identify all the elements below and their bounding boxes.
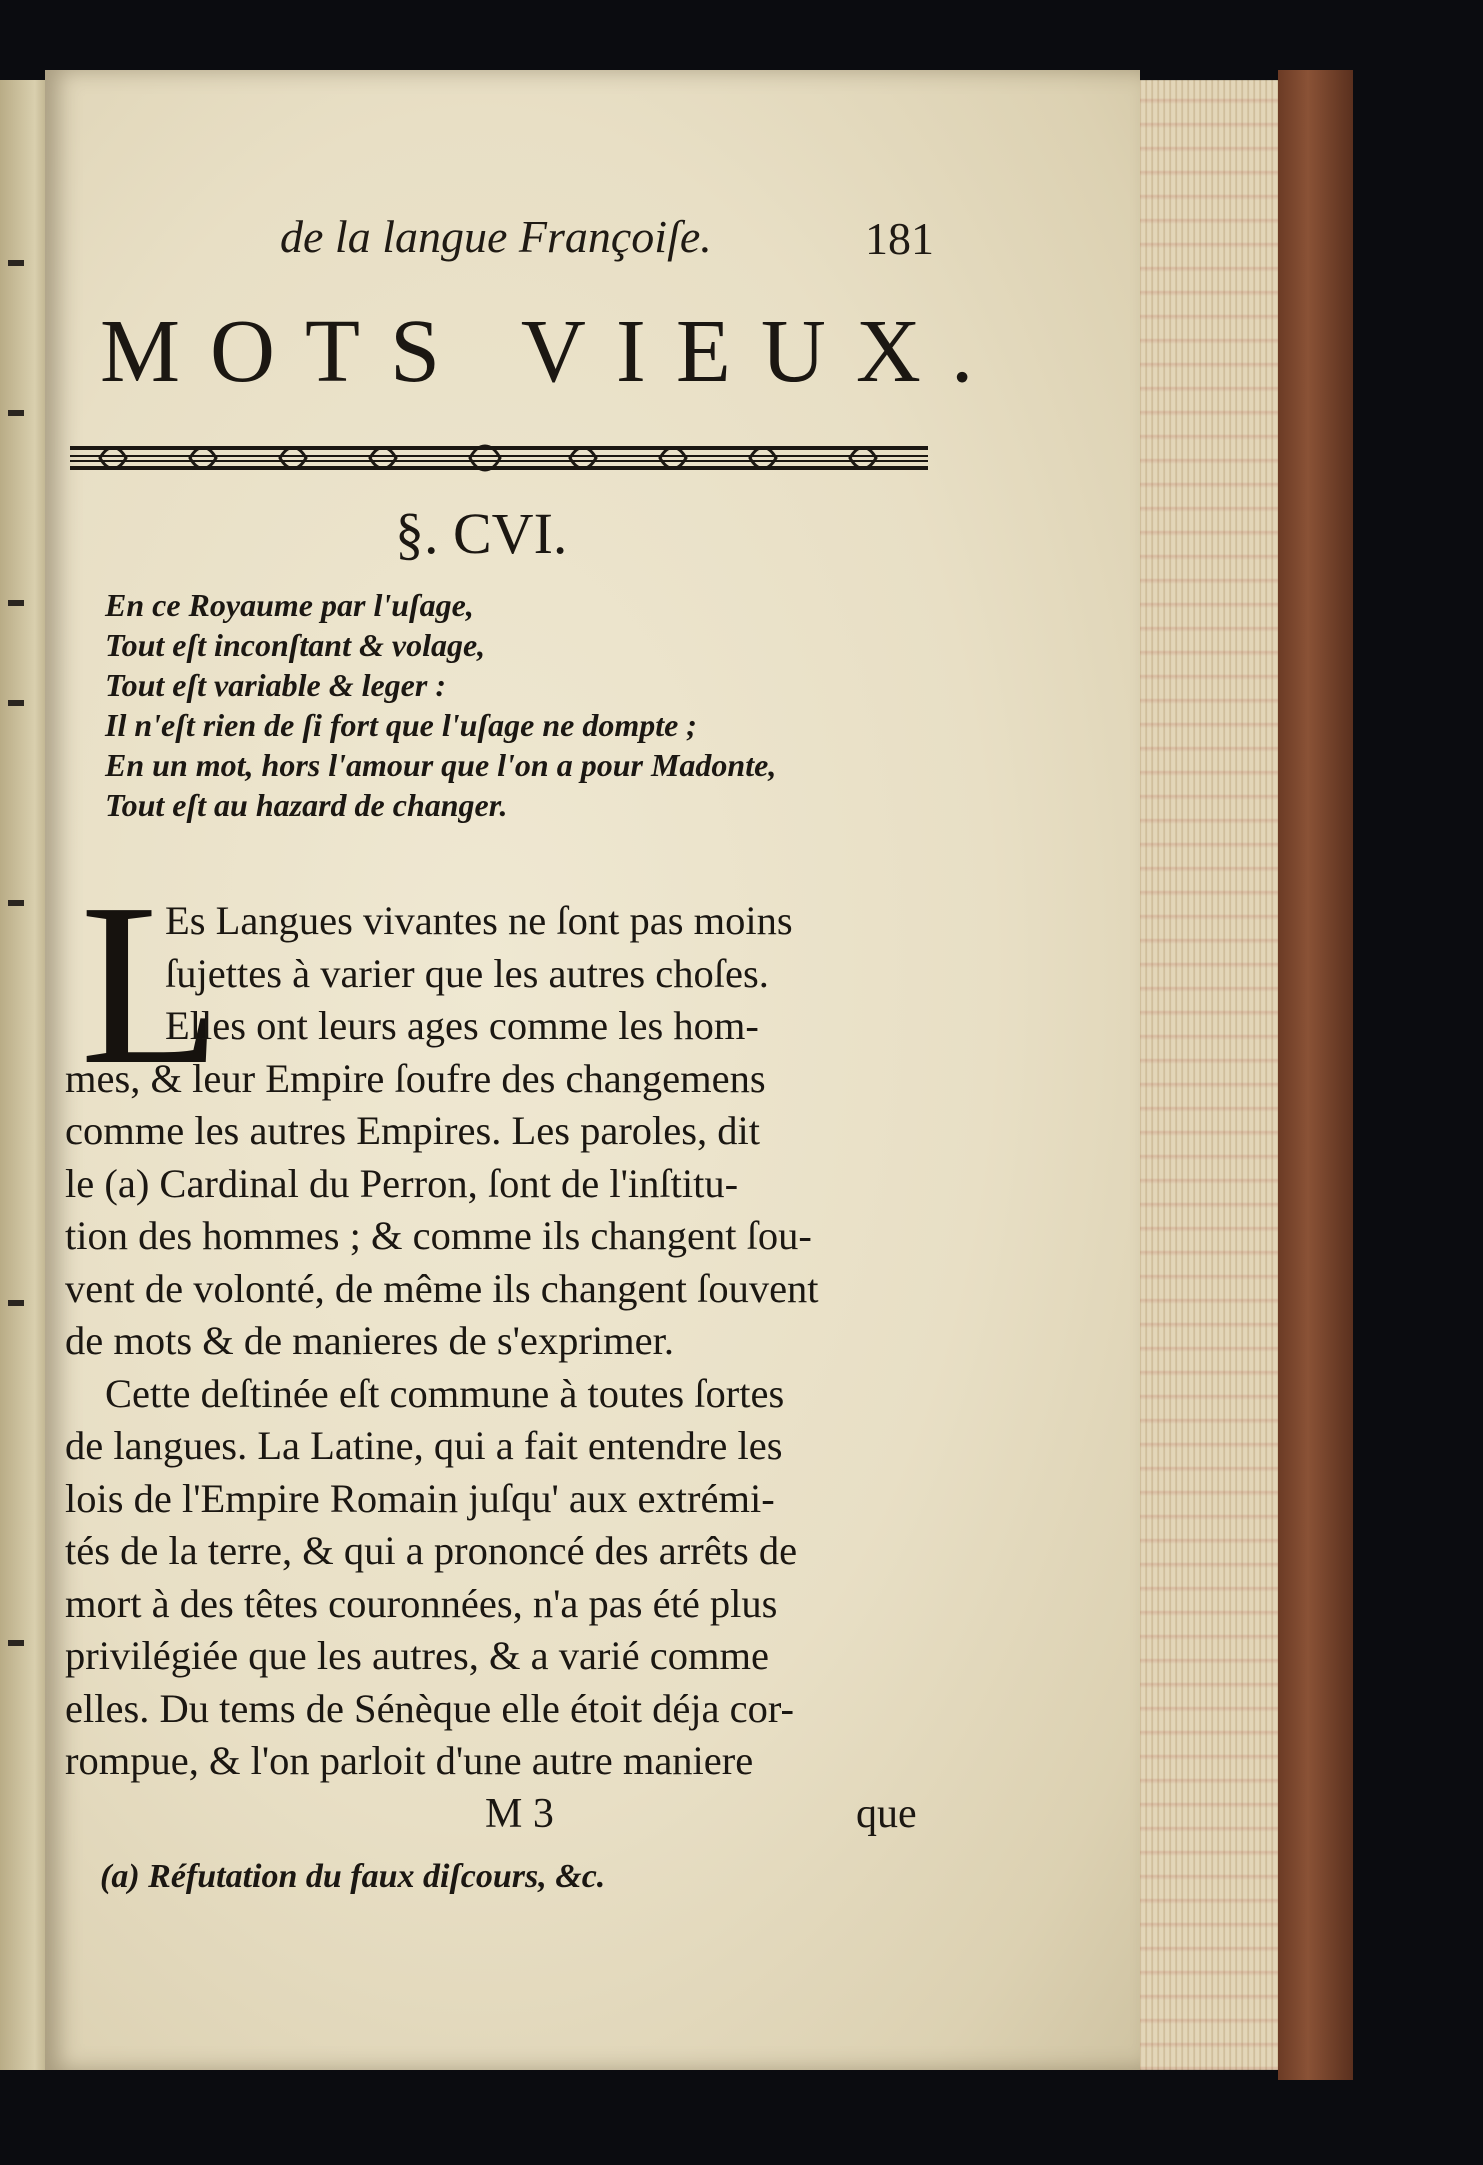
text-line: vent de volonté, de même ils changent ſouvent [65,1265,819,1311]
running-head: de la langue Françoiſe. [280,211,712,262]
leather-binding [1278,70,1353,2080]
text-line: de langues. La Latine, qui a fait entendre les [65,1423,783,1468]
text-line: mort à des têtes couronnées, n'a pas été plus [65,1580,778,1626]
verse-line: Tout eſt inconſtant & volage, [105,627,486,663]
signature-mark: M 3 [485,1791,554,1837]
verse-line: En un mot, hors l'amour que l'on a pour Madonte, [105,747,777,783]
catchword: que [856,1791,917,1837]
facing-page-glyph [8,600,24,606]
verse-line: Tout eſt variable & leger : [105,667,446,703]
verse-epigraph [105,585,935,825]
footnote: (a) Réfutation du faux diſcours, &c. [100,1858,606,1895]
text-line: privilégiée que les autres, & a varié comme [65,1633,769,1678]
verse-line: Tout eſt au hazard de changer. [105,787,508,823]
facing-page-glyph [8,410,24,416]
text-line: tés de la terre, & qui a prononcé des arrêts de [65,1528,798,1573]
sprinkled-edge [1130,80,1290,2070]
text-line: tion des hommes ; & comme ils changent ſou- [65,1213,812,1258]
text-line: ſujettes à varier que les autres choſes. [165,950,769,996]
drop-cap: L [80,856,222,1113]
text-line: le (a) Cardinal du Perron, ſont de l'inſtitu- [65,1160,739,1206]
text-line: de mots & de manieres de s'exprimer. [65,1318,675,1363]
body-text [65,895,935,1788]
text-line: elles. Du tems de Sénèque elle étoit déja cor- [65,1685,795,1731]
verse-line: Il n'eſt rien de ſi fort que l'uſage ne dompte ; [105,707,697,743]
chapter-title: MOTS VIEUX. [100,302,1004,401]
facing-page-glyph [8,1640,24,1646]
facing-page-glyph [8,700,24,706]
text-line: Cette deſtinée eſt commune à toutes ſortes [105,1370,785,1416]
text-line: mes, & leur Empire ſoufre des changemens [65,1055,766,1101]
section-number: §. CVI. [395,501,568,566]
text-line: Elles ont leurs ages comme les hom- [165,1003,759,1048]
page-fore-edge [1130,80,1290,2070]
text-line: lois de l'Empire Romain juſqu' aux extrémi- [65,1475,775,1521]
facing-page-glyph [8,260,24,266]
text-line: Es Langues vivantes ne ſont pas moins [165,898,793,943]
facing-page-glyph [8,900,24,906]
facing-page-glyph [8,1300,24,1306]
text-line: comme les autres Empires. Les paroles, dit [65,1108,761,1153]
text-line: rompue, & l'on parloit d'une autre maniere [65,1738,754,1783]
ornament-rule-icon [70,440,928,476]
verse-line: En ce Royaume par l'uſage, [105,587,474,623]
page-number: 181 [865,213,934,264]
